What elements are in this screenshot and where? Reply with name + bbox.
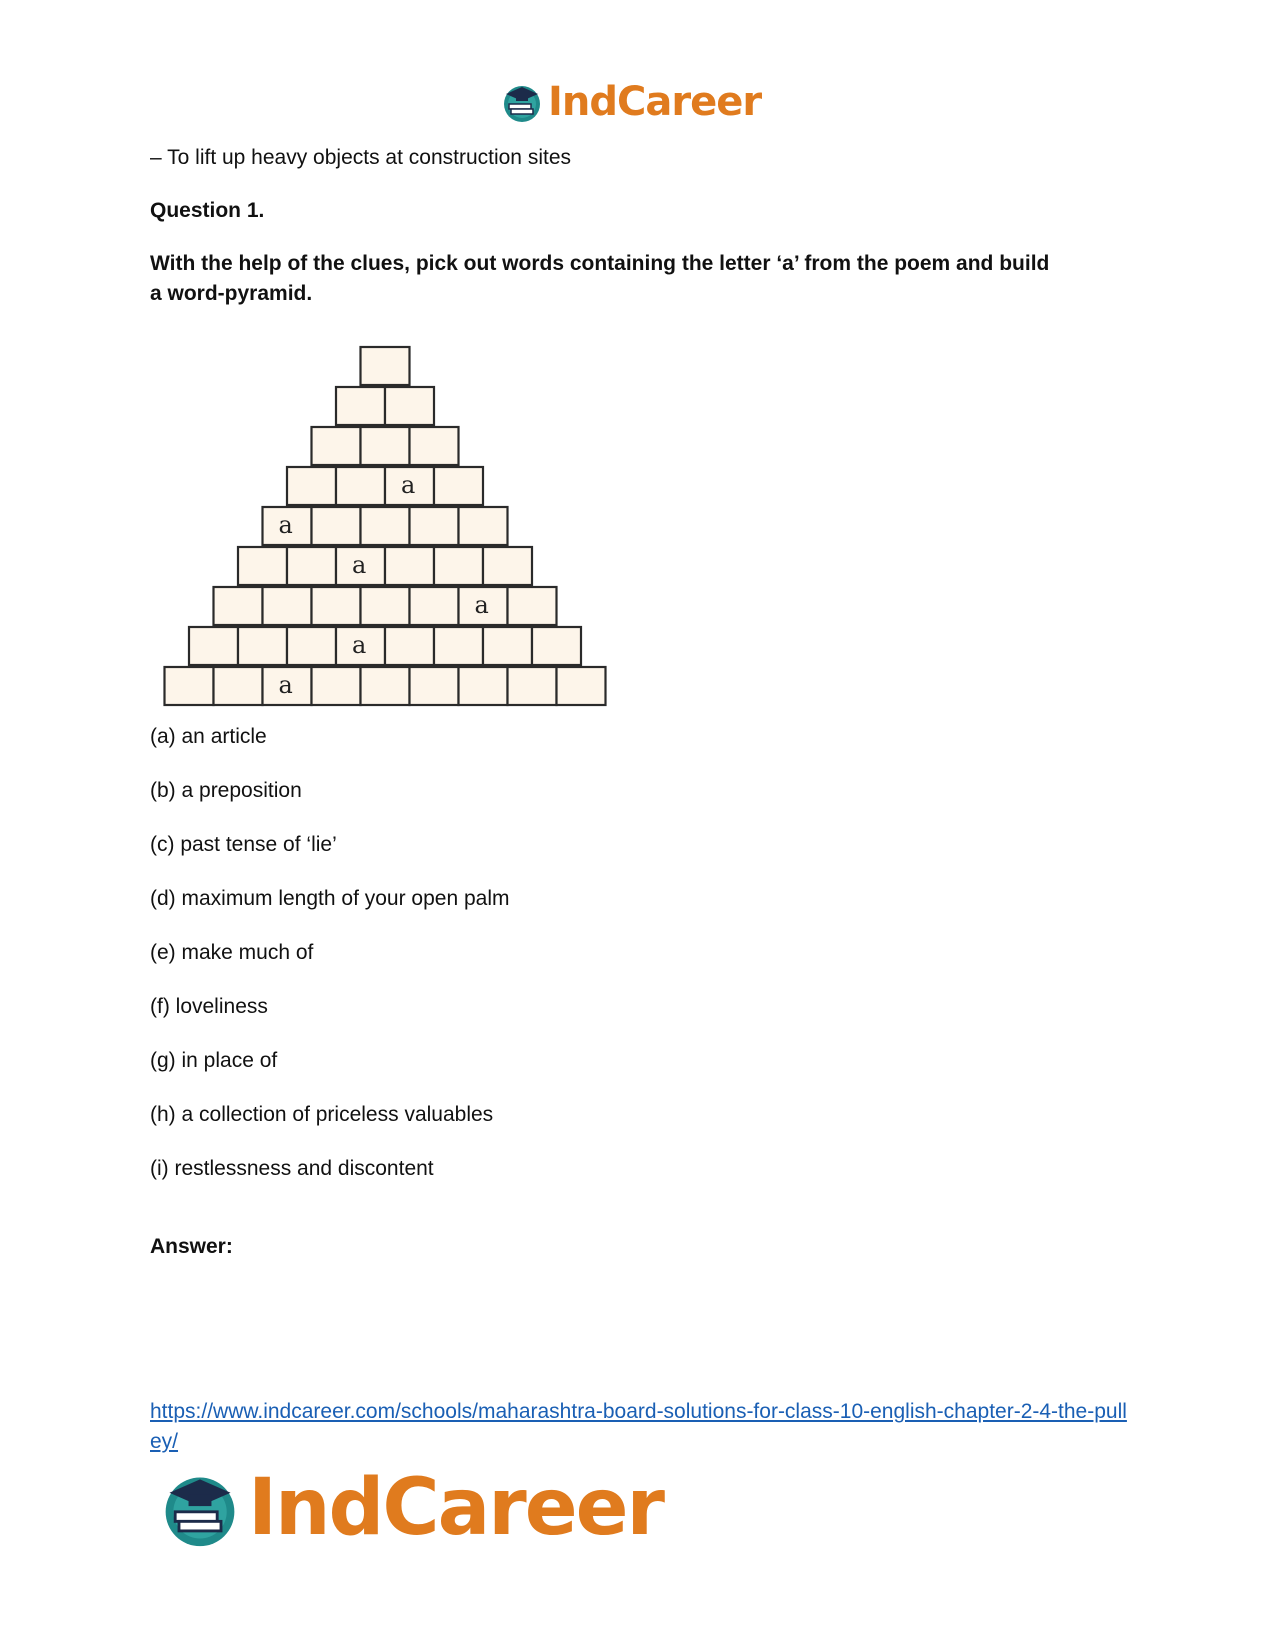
header-logo [500, 76, 761, 128]
pyramid-cell [312, 587, 361, 625]
pyramid-cell [385, 627, 434, 665]
pyramid-letter: a [474, 591, 489, 619]
clue-item: (h) a collection of priceless valuables [150, 1103, 494, 1126]
pyramid-cell [336, 387, 385, 425]
pyramid-cell [361, 347, 410, 385]
pyramid-cell [361, 427, 410, 465]
pyramid-cell [361, 587, 410, 625]
pyramid-cell [410, 667, 459, 705]
answer-label: Answer: [150, 1235, 233, 1258]
graduation-cap-book-globe-icon [158, 1466, 242, 1550]
pyramid-cell [385, 547, 434, 585]
question-label: Question 1. [150, 199, 265, 222]
pyramid-cell [361, 667, 410, 705]
clue-item: (g) in place of [150, 1049, 278, 1072]
pyramid-cell [410, 507, 459, 545]
pyramid-cell [434, 547, 483, 585]
pyramid-cell [263, 587, 312, 625]
pyramid-cell [483, 547, 532, 585]
clue-item: (a) an article [150, 725, 267, 748]
pyramid-letter: a [352, 631, 367, 659]
pyramid-cell [263, 507, 312, 545]
brand-name: IndCareer [248, 1463, 663, 1553]
pyramid-cell [410, 427, 459, 465]
pyramid-cell [312, 667, 361, 705]
word-pyramid [150, 345, 620, 715]
clue-item: (i) restlessness and discontent [150, 1157, 434, 1180]
pyramid-cell [238, 627, 287, 665]
pyramid-cell [287, 467, 336, 505]
clue-item: (e) make much of [150, 941, 314, 964]
pyramid-cell [385, 387, 434, 425]
pyramid-cell [263, 667, 312, 705]
pyramid-cell [532, 627, 581, 665]
intro-line: – To lift up heavy objects at construction sites [150, 146, 572, 169]
pyramid-cell [434, 627, 483, 665]
pyramid-cell [508, 667, 557, 705]
pyramid-cell [336, 467, 385, 505]
pyramid-cell [459, 587, 508, 625]
pyramid-cell [508, 587, 557, 625]
pyramid-letter: a [401, 471, 416, 499]
pyramid-cell [165, 667, 214, 705]
clue-item: (c) past tense of ‘lie’ [150, 833, 337, 856]
footer-logo [158, 1463, 663, 1553]
pyramid-cell [312, 507, 361, 545]
pyramid-cell [385, 467, 434, 505]
pyramid-cell [361, 507, 410, 545]
clue-item: (f) loveliness [150, 995, 268, 1018]
pyramid-letter: a [278, 671, 293, 699]
pyramid-cell [336, 627, 385, 665]
pyramid-cell [410, 587, 459, 625]
pyramid-cell [336, 547, 385, 585]
brand-name: IndCareer [548, 79, 762, 125]
pyramid-cell [287, 627, 336, 665]
pyramid-cell [214, 667, 263, 705]
pyramid-cell [483, 627, 532, 665]
pyramid-cell [214, 587, 263, 625]
question-prompt: With the help of the clues, pick out words containing the letter ‘a’ from the poem and build a word-pyramid. [150, 252, 1050, 305]
clue-item: (d) maximum length of your open palm [150, 887, 510, 910]
pyramid-cell [434, 467, 483, 505]
pyramid-cell [287, 547, 336, 585]
pyramid-cell [459, 507, 508, 545]
pyramid-cell [189, 627, 238, 665]
pyramid-cell [238, 547, 287, 585]
pyramid-cell [459, 667, 508, 705]
pyramid-cell [312, 427, 361, 465]
clue-item: (b) a preposition [150, 779, 302, 802]
source-link[interactable]: https://www.indcareer.com/schools/maharashtra-board-solutions-for-class-10-english-chapter-2-4-the-pulley/ [150, 1400, 1127, 1453]
pyramid-cell [557, 667, 606, 705]
graduation-cap-book-globe-icon [500, 80, 544, 124]
pyramid-letter: a [278, 511, 293, 539]
pyramid-letter: a [352, 551, 367, 579]
